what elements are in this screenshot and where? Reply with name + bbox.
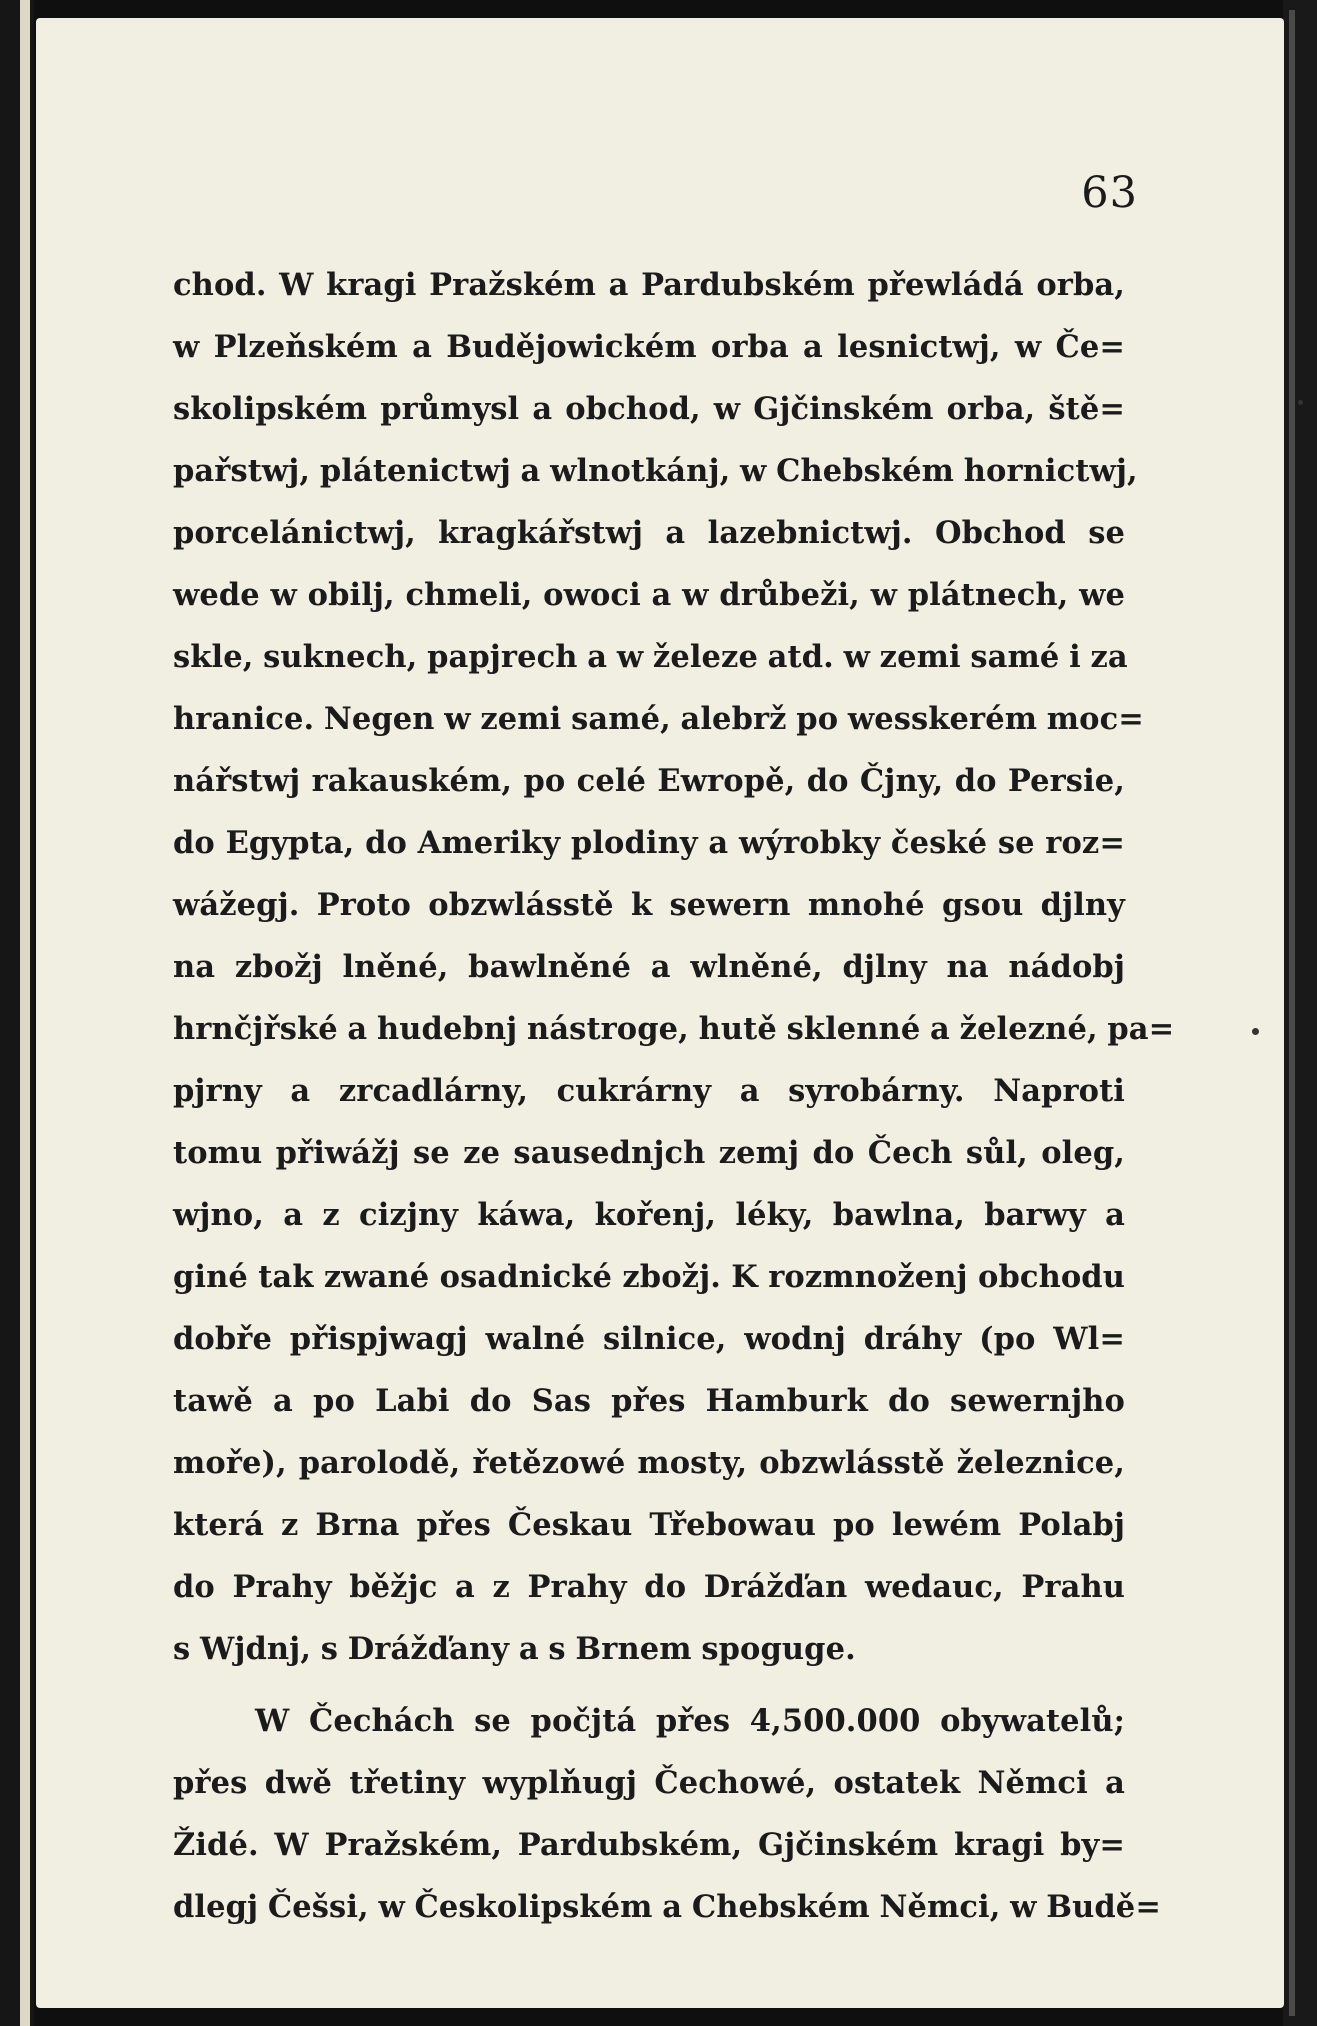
text-line: wážegj. Proto obzwlásstě k sewern mnohé gsou djlny <box>173 887 1125 923</box>
text-line: s Wjdnj, s Drážďany a s Brnem spoguge. <box>173 1631 856 1667</box>
page-number: 63 <box>1081 168 1138 218</box>
text-line: W Čechách se počjtá přes 4,500.000 obywatelů; <box>255 1703 1125 1739</box>
text-line: wjno, a z cizjny káwa, kořenj, léky, bawlna, barwy a <box>173 1197 1125 1233</box>
text-line: dobře přispjwagj walné silnice, wodnj dráhy (po Wl= <box>173 1321 1125 1357</box>
text-line: přes dwě třetiny wyplňugj Čechowé, ostatek Němci a <box>173 1765 1125 1801</box>
book-page <box>36 18 1284 2008</box>
text-line: giné tak zwané osadnické zbožj. K rozmnoženj obchodu <box>173 1259 1125 1295</box>
text-line: dlegj Češsi, w Českolipském a Chebském Němci, w Budě= <box>173 1889 1161 1925</box>
text-line: skolipském průmysl a obchod, w Gjčinském orba, ště= <box>173 391 1125 427</box>
text-line: tawě a po Labi do Sas přes Hamburk do sewernjho <box>173 1383 1125 1419</box>
text-line: wede w obilj, chmeli, owoci a w drůbeži, w plátnech, we <box>173 577 1125 613</box>
text-line: která z Brna přes Českau Třebowau po lewém Polabj <box>173 1507 1125 1543</box>
dust-speck <box>1252 1028 1259 1035</box>
text-line: pjrny a zrcadlárny, cukrárny a syrobárny. Naproti <box>173 1073 1125 1109</box>
text-line: porcelánictwj, kragkářstwj a lazebnictwj. Obchod se <box>173 515 1125 551</box>
paragraph-2 <box>173 1690 1161 1938</box>
text-line: pařstwj, plátenictwj a wlnotkánj, w Chebském hornictwj, <box>173 453 1138 489</box>
body-text <box>173 254 1175 1938</box>
text-line: w Plzeňském a Budějowickém orba a lesnictwj, w Če= <box>173 329 1125 365</box>
paragraph-gap <box>173 1680 1125 1690</box>
text-line: Židé. W Pražském, Pardubském, Gjčinském kragi by= <box>173 1827 1125 1863</box>
text-line: do Egypta, do Ameriky plodiny a wýrobky české se roz= <box>173 825 1125 861</box>
dust-speck <box>1298 400 1303 405</box>
text-line: hrnčjřské a hudebnj nástroge, hutě sklenné a železné, pa= <box>173 1011 1175 1047</box>
text-line: na zbožj lněné, bawlněné a wlněné, djlny na nádobj <box>173 949 1125 985</box>
text-line: nářstwj rakauském, po celé Ewropě, do Čjny, do Persie, <box>173 763 1125 799</box>
text-line: tomu přiwážj se ze sausednjch zemj do Čech sůl, oleg, <box>173 1135 1125 1171</box>
text-line: hranice. Negen w zemi samé, alebrž po wesskerém moc= <box>173 701 1144 737</box>
text-line: do Prahy běžjc a z Prahy do Drážďan wedauc, Prahu <box>173 1569 1125 1605</box>
text-line: moře), parolodě, řetězowé mosty, obzwlásstě železnice, <box>173 1445 1125 1481</box>
paragraph-1 <box>173 254 1175 1680</box>
scan-right-strip <box>1289 10 1295 2016</box>
text-line: chod. W kragi Pražském a Pardubském přewládá orba, <box>173 267 1125 303</box>
scan-gutter-strip <box>20 0 30 2026</box>
text-line: skle, suknech, papjrech a w železe atd. w zemi samé i za <box>173 639 1128 675</box>
